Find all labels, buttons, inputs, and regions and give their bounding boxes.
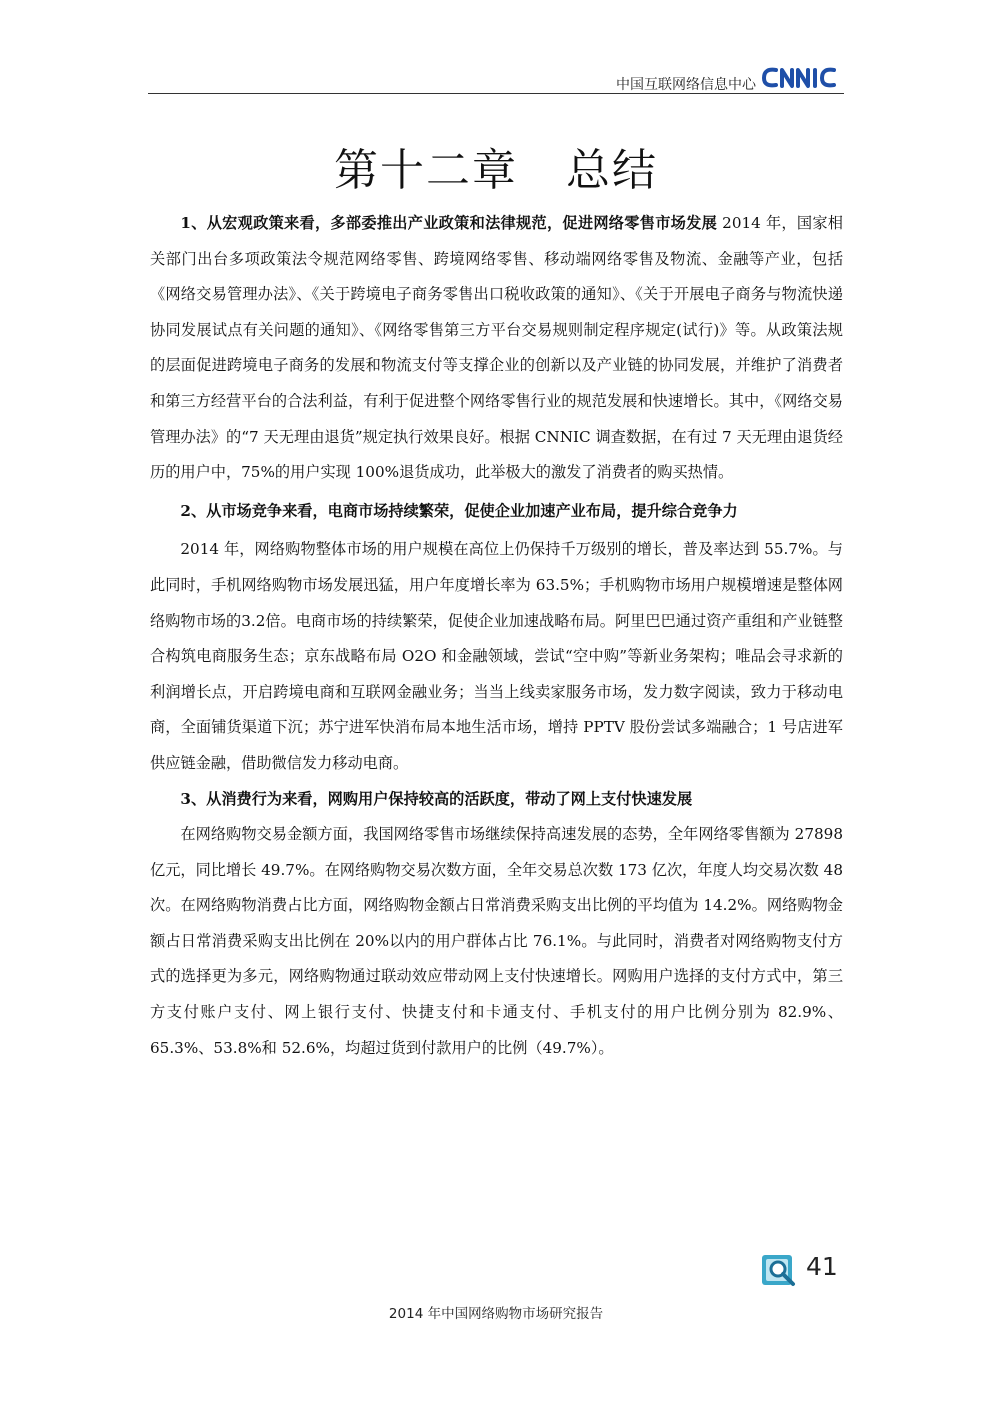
cnnic-logo <box>760 62 844 92</box>
paragraph-heading: 3、从消费行为来看，网购用户保持较高的活跃度，带动了网上支付快速发展 <box>180 789 693 808</box>
paragraph-heading: 1、从宏观政策来看，多部委推出产业政策和法律规范，促进网络零售市场发展 <box>180 214 718 232</box>
magnifier-icon <box>760 1252 800 1288</box>
paragraph-3 <box>150 817 843 1066</box>
paragraph-2 <box>150 532 843 781</box>
paragraph-heading: 2、从市场竞争来看，电商市场持续繁荣，促使企业加速产业布局，提升综合竞争力 <box>180 501 738 520</box>
page-header <box>148 60 844 94</box>
svg-text:CNNIC: CNNIC <box>802 91 806 92</box>
main-content <box>150 206 843 1066</box>
paragraph-text: 2014 年，国家相关部门出台多项政策法令规范网络零售、跨境网络零售、移动端网络零售及物流、金融等产业，包括《网络交易管理办法》、《关于跨境电子商务零售出口税收政策的通知》、《关于开展电子商务与物流快递协同发展试点有关问题的通知》、《网络零售第三方平台交易规则制定程序规定(试行)》等。从政策法规的层面促进跨境电子商务的发展和物流支付等支撑企业的创新以及产业链的协同发展，并维护了消费者和第三方经营平台的合法利益，有利于促进整个网络零售行业的规范发展和快速增长。其中，《网络交易管理办法》的“7 天无理由退货”规定执行效果良好。根据 CNNIC 调查数据，在有过 7 天无理由退货经历的用户中，75%的用户实现 100%退货成功，此举极大的激发了消费者的购买热情。 <box>150 214 843 482</box>
header-divider <box>148 93 844 94</box>
header-org-name: 中国互联网络信息中心 <box>616 77 756 93</box>
paragraph-1 <box>150 206 843 491</box>
paragraph-2-heading <box>150 494 843 530</box>
page-number: 41 <box>806 1252 838 1281</box>
page-footer: 2014 年中国网络购物市场研究报告 <box>388 1306 604 1322</box>
chapter-title: 第十二章 总结 <box>334 145 658 196</box>
paragraph-3-heading <box>150 782 843 818</box>
paragraph-text: 在网络购物交易金额方面，我国网络零售市场继续保持高速发展的态势，全年网络零售额为 27898 亿元，同比增长 49.7%。在网络购物交易次数方面，全年交易总次数 173 亿次，年度人均交易次数 48 次。在网络购物消费占比方面，网络购物金额占日常消费采购支出比例的平均值为 14.2%。网络购物金额占日常消费采购支出比例在 20%以内的用户群体占比 76.1%。与此同时，消费者对网络购物支付方式的选择更为多元，网络购物通过联动效应带动网上支付快速增长。网购用户选择的支付方式中，第三方支付账户支付、网上银行支付、快捷支付和卡通支付、手机支付的用户比例分别为 82.9%、65.3%、53.8%和 52.6%，均超过货到付款用户的比例（49.7%）。 <box>150 825 843 1057</box>
paragraph-text: 2014 年，网络购物整体市场的用户规模在高位上仍保持千万级别的增长，普及率达到 55.7%。与此同时，手机网络购物市场发展迅猛，用户年度增长率为 63.5%；手机购物市场用户规模增速是整体网络购物市场的3.2倍。电商市场的持续繁荣，促使企业加速战略布局。阿里巴巴通过资产重组和产业链整合构筑电商服务生态；京东战略布局 O2O 和金融领域，尝试“空中购”等新业务架构；唯品会寻求新的利润增长点，开启跨境电商和互联网金融业务；当当上线卖家服务市场，发力数字阅读，致力于移动电商，全面铺货渠道下沉；苏宁进军快消布局本地生活市场，增持 PPTV 股份尝试多端融合；1 号店进军供应链金融，借助微信发力移动电商。 <box>150 540 843 772</box>
